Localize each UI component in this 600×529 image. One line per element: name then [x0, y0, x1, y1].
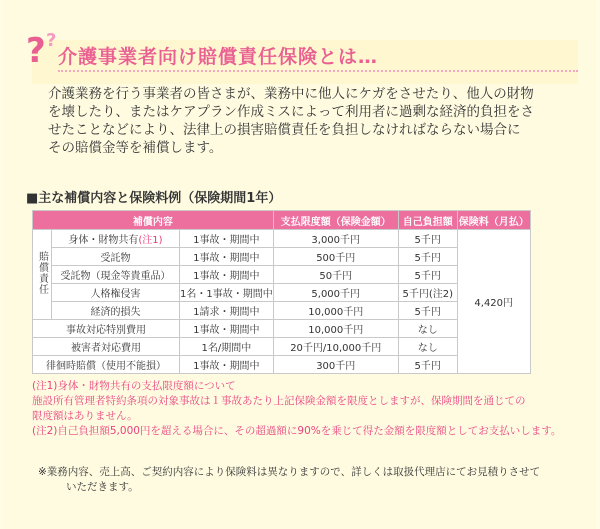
- svg-text:?: ?: [26, 31, 46, 71]
- table-header-row: [33, 211, 531, 230]
- heading-divider: [58, 70, 578, 72]
- header-limit: 支払限度額（保険金額）: [273, 211, 398, 230]
- cell-deductible: なし: [398, 338, 457, 356]
- header-deductible: 自己負担額: [398, 211, 457, 230]
- cell-item: 受託物: [52, 248, 180, 266]
- group-label-cell: [33, 230, 52, 320]
- table-row: [33, 302, 531, 320]
- intro-line: 介護業務を行う事業者の皆さまが、業務中に他人にケガをさせたり、他人の財物: [48, 86, 534, 102]
- table-row: [33, 230, 531, 248]
- table-row: [33, 320, 531, 338]
- cell-limit: 3,000千円: [273, 230, 398, 248]
- footer-line: いただきます。: [66, 481, 139, 493]
- table-row: [33, 266, 531, 284]
- cell-unit: 1事故・期間中: [180, 248, 274, 266]
- section-title: ■主な補償内容と保険料例（保険期間1年）: [26, 191, 282, 206]
- cell-unit: 1事故・期間中: [180, 266, 274, 284]
- cell-item: 経済的損失: [52, 302, 180, 320]
- note-line: (注1)身体・財物共有の支払限度額について: [32, 380, 236, 392]
- cell-item: 徘徊時賠償（使用不能損）: [33, 356, 180, 374]
- coverage-table: [32, 210, 531, 374]
- cell-item: 事故対応特別費用: [33, 320, 180, 338]
- group-label: 賠償責任: [36, 251, 48, 295]
- cell-item: 受託物（現金等貴重品）: [52, 266, 180, 284]
- cell-deductible: 5千円: [398, 356, 457, 374]
- premium-cell: 4,420円: [457, 230, 530, 374]
- cell-item: 身体・財物共有(注1): [52, 230, 180, 248]
- cell-limit: 10,000千円: [273, 320, 398, 338]
- intro-line: せたことなどにより、法律上の損害賠償責任を負担しなければならない場合に: [48, 122, 521, 138]
- note-line: 施設所有管理者特約条項の対象事故は１事故あたり上記保険金額を限度としますが、保険期間を通じての: [32, 395, 526, 407]
- cell-unit: 1事故・期間中: [180, 320, 274, 338]
- cell-deductible: 5千円(注2): [398, 284, 457, 302]
- cell-item: 被害者対応費用: [33, 338, 180, 356]
- cell-unit: 1請求・期間中: [180, 302, 274, 320]
- cell-deductible: 5千円: [398, 248, 457, 266]
- cell-unit: 1名/期間中: [180, 338, 274, 356]
- table-row: [33, 284, 531, 302]
- cell-deductible: なし: [398, 320, 457, 338]
- cell-limit: 10,000千円: [273, 302, 398, 320]
- intro-line: その賠償金等を補償します。: [48, 140, 223, 156]
- cell-limit: 50千円: [273, 266, 398, 284]
- cell-unit: 1事故・期間中: [180, 230, 274, 248]
- header-premium: 保険料（月払）: [457, 211, 530, 230]
- cell-limit: 500千円: [273, 248, 398, 266]
- cell-limit: 300千円: [273, 356, 398, 374]
- table-row: [33, 338, 531, 356]
- note-line: 限度額はありません。: [32, 410, 138, 422]
- header-coverage: 補償内容: [33, 211, 274, 230]
- section-heading: [26, 30, 578, 84]
- cell-item: 人格権侵害: [52, 284, 180, 302]
- cell-limit: 20千円/10,000千円: [273, 338, 398, 356]
- intro-text: [48, 85, 568, 157]
- cell-deductible: 5千円: [398, 302, 457, 320]
- footer-note: [38, 465, 578, 495]
- intro-line: を壊したり、またはケアプラン作成ミスによって利用者に過剰な経済的負担をさ: [48, 104, 534, 120]
- cell-deductible: 5千円: [398, 230, 457, 248]
- cell-limit: 5,000千円: [273, 284, 398, 302]
- cell-unit: 1事故・期間中: [180, 356, 274, 374]
- notes: [32, 379, 592, 439]
- table-row: [33, 356, 531, 374]
- cell-unit: 1名・1事故・期間中: [180, 284, 274, 302]
- page-title: 介護事業者向け賠償責任保険とは…: [58, 46, 379, 68]
- note-marker: (注1): [138, 235, 163, 246]
- page: [2, 0, 596, 529]
- table-row: [33, 248, 531, 266]
- cell-deductible: 5千円: [398, 266, 457, 284]
- footer-line: ※業務内容、売上高、ご契約内容により保険料は異なりますので、詳しくは取扱代理店にてお見積りさせて: [38, 466, 541, 478]
- note-line: (注2)自己負担額5,000円を超える場合に、その超過額に90%を乗じて得た金額を限度額としてお支払いします。: [32, 425, 562, 437]
- svg-text:?: ?: [46, 30, 57, 51]
